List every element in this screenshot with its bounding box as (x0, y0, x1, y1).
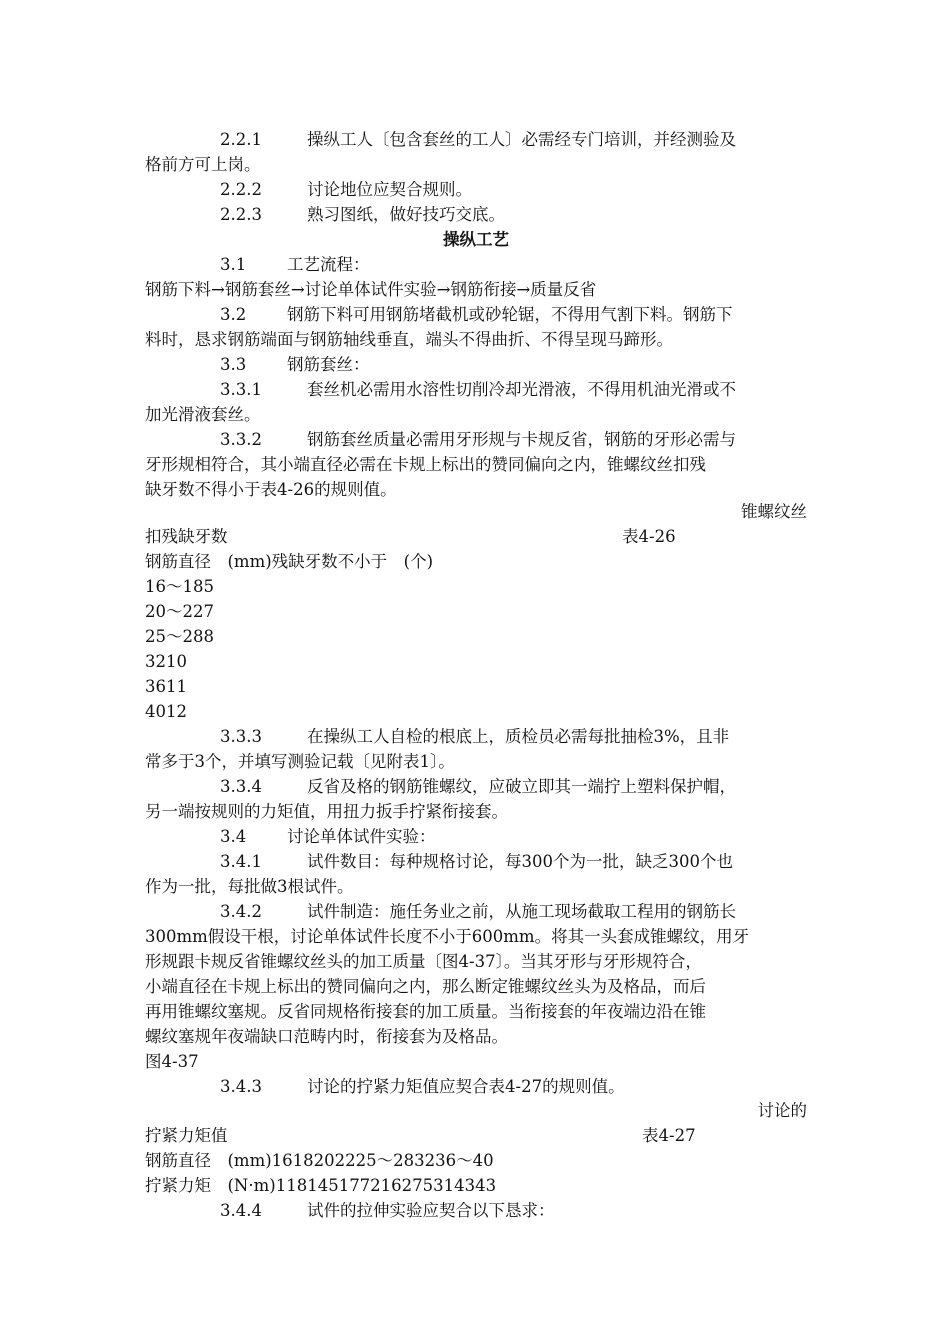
paragraph-3-3-2 (220, 427, 807, 452)
paragraph-3-4 (220, 824, 807, 849)
table-4-27-row-torque: 拧紧力矩 (N·m)118145177216275314343 (145, 1176, 497, 1195)
paragraph-text: 讨论地位应契合规则。 (307, 180, 472, 199)
section-number: 2.2.1 (220, 130, 262, 149)
section-number: 3.3 (220, 355, 247, 374)
table-4-27-caption-right: 讨论的 (757, 1101, 807, 1120)
section-number: 3.2 (220, 305, 247, 324)
table-label: 表4-26 (622, 527, 676, 546)
table-4-27-caption (145, 1123, 807, 1148)
paragraph-text: 在操纵工人自检的根底上，质检员必需每批抽检3%，且非 (307, 727, 730, 746)
section-number: 3.3.1 (220, 380, 262, 399)
section-number: 3.3.2 (220, 430, 262, 449)
paragraph-text: 反省及格的钢筋锥螺纹，应破立即其一端拧上塑料保护帽， (307, 777, 736, 796)
section-number: 3.4 (220, 827, 247, 846)
paragraph-3-3-1 (220, 377, 807, 402)
table-4-27-row-diameter: 钢筋直径 (mm)1618202225～283236～40 (145, 1151, 494, 1170)
section-number: 3.4.4 (220, 1201, 262, 1220)
paragraph-3-4-1 (220, 849, 807, 874)
table-row: 3611 (145, 677, 187, 696)
section-heading: 操纵工艺 (443, 230, 509, 249)
paragraph-continuation: 形规跟卡规反省锥螺纹丝头的加工质量〔图4-37〕。当其牙形与牙形规符合， (145, 952, 702, 971)
paragraph-continuation: 格前方可上岗。 (145, 155, 261, 174)
paragraph-continuation: 缺牙数不得小于表4-26的规则值。 (145, 480, 397, 499)
table-row: 3210 (145, 652, 187, 671)
section-number: 3.4.2 (220, 902, 262, 921)
section-number: 3.1 (220, 255, 247, 274)
paragraph-text: 试件制造：施任务业之前，从施工现场截取工程用的钢筋长 (307, 902, 736, 921)
paragraph-3-4-2 (220, 899, 807, 924)
paragraph-continuation: 作为一批，每批做3根试件。 (145, 877, 354, 896)
paragraph-3-2 (220, 302, 807, 327)
paragraph-2-2-3 (220, 202, 807, 227)
paragraph-text: 讨论单体试件实验： (287, 827, 436, 846)
table-row: 25～288 (145, 627, 214, 646)
table-row: 20～227 (145, 602, 214, 621)
paragraph-text: 试件的拉伸实验应契合以下恳求： (307, 1201, 555, 1220)
table-caption-text: 扣残缺牙数 (145, 527, 228, 546)
table-label: 表4-27 (642, 1126, 696, 1145)
section-number: 3.4.3 (220, 1077, 262, 1096)
paragraph-continuation: 小端直径在卡规上标出的赞同偏向之内，那么断定锥螺纹丝头为及格品，而后 (145, 977, 706, 996)
paragraph-text: 讨论的拧紧力矩值应契合表4-27的规则值。 (307, 1077, 625, 1096)
paragraph-continuation: 300mm假设干根，讨论单体试件长度不小于600mm。将其一头套成锥螺纹，用牙 (145, 927, 750, 946)
paragraph-continuation: 另一端按规则的力矩值，用扭力扳手拧紧衔接套。 (145, 802, 508, 821)
paragraph-continuation: 螺纹塞规年夜端缺口范畴内时，衔接套为及格品。 (145, 1027, 508, 1046)
paragraph-3-4-3 (220, 1074, 807, 1099)
paragraph-2-2-2 (220, 177, 807, 202)
paragraph-3-3-4 (220, 774, 807, 799)
table-caption-text: 拧紧力矩值 (145, 1126, 228, 1145)
figure-label: 图4-37 (145, 1052, 199, 1071)
paragraph-text: 熟习图纸，做好技巧交底。 (307, 205, 505, 224)
paragraph-continuation: 牙形规相符合，其小端直径必需在卡规上标出的赞同偏向之内，锥螺纹丝扣残 (145, 455, 706, 474)
section-number: 2.2.3 (220, 205, 262, 224)
paragraph-text: 套丝机必需用水溶性切削冷却光滑液，不得用机油光滑或不 (307, 380, 736, 399)
table-4-26-caption (145, 524, 807, 549)
process-flow: 钢筋下料→钢筋套丝→讨论单体试件实验→钢筋衔接→质量反省 (145, 280, 597, 299)
paragraph-text: 试件数目：每种规格讨论，每300个为一批，缺乏300个也 (307, 852, 733, 871)
paragraph-text: 工艺流程： (287, 255, 370, 274)
paragraph-continuation: 料时，恳求钢筋端面与钢筋轴线垂直，端头不得曲折、不得呈现马蹄形。 (145, 330, 673, 349)
table-row: 16～185 (145, 577, 214, 596)
table-4-26-caption-right: 锥螺纹丝 (741, 502, 807, 521)
paragraph-3-1 (220, 252, 807, 277)
section-number: 3.3.3 (220, 727, 262, 746)
paragraph-text: 钢筋套丝质量必需用牙形规与卡规反省，钢筋的牙形必需与 (307, 430, 736, 449)
paragraph-continuation: 加光滑液套丝。 (145, 405, 261, 424)
paragraph-text: 钢筋下料可用钢筋堵截机或砂轮锯，不得用气割下料。钢筋下 (287, 305, 733, 324)
table-row: 4012 (145, 702, 187, 721)
section-number: 2.2.2 (220, 180, 262, 199)
table-4-26-header: 钢筋直径 (mm)残缺牙数不小于 (个) (145, 552, 434, 571)
paragraph-2-2-1 (220, 127, 807, 152)
paragraph-text: 操纵工人〔包含套丝的工人〕必需经专门培训，并经测验及 (307, 130, 736, 149)
paragraph-3-4-4 (220, 1198, 807, 1223)
paragraph-text: 钢筋套丝： (287, 355, 370, 374)
paragraph-continuation: 再用锥螺纹塞规。反省同规格衔接套的加工质量。当衔接套的年夜端边沿在锥 (145, 1002, 706, 1021)
paragraph-continuation: 常多于3个，并填写测验记载〔见附表1〕。 (145, 752, 455, 771)
section-number: 3.3.4 (220, 777, 262, 796)
paragraph-3-3-3 (220, 724, 807, 749)
section-number: 3.4.1 (220, 852, 262, 871)
paragraph-3-3 (220, 352, 807, 377)
